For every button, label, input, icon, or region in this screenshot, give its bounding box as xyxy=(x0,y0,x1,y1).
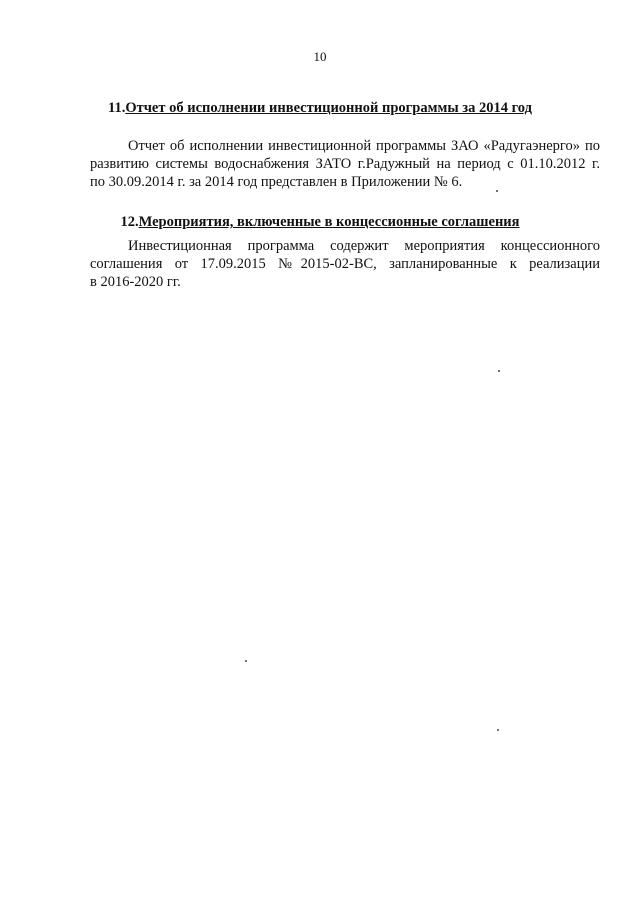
paragraph-line: соглашения от 17.09.2015 №2015-02-ВС, запланированные к реализации xyxy=(90,256,600,272)
scan-speck xyxy=(245,660,247,662)
section-11-heading xyxy=(0,100,640,117)
paragraph-line: Инвестиционная программа содержит мероприятия концессионного xyxy=(128,238,600,254)
paragraph-line: в 2016-2020 гг. xyxy=(90,274,181,290)
section-11-paragraph xyxy=(90,137,600,191)
section-12-number: 12. xyxy=(120,214,139,230)
page-number: 10 xyxy=(313,49,327,64)
paragraph-line: по 30.09.2014 г. за 2014 год представлен в Приложении № 6. xyxy=(90,174,463,190)
section-12-title: Мероприятия, включенные в концессионные соглашения xyxy=(138,214,520,230)
section-11-number: 11. xyxy=(108,100,126,116)
section-12-paragraph xyxy=(90,237,600,291)
scan-speck xyxy=(496,190,498,192)
scan-speck xyxy=(498,370,500,372)
paragraph-line: развитию системы водоснабжения ЗАТО г.Радужный на период с 01.10.2012 г. xyxy=(90,156,600,172)
section-12-heading xyxy=(0,214,640,231)
paragraph-line: Отчет об исполнении инвестиционной программы ЗАО «Радугаэнерго» по xyxy=(128,138,600,154)
section-11-title: Отчет об исполнении инвестиционной программы за 2014 год xyxy=(125,100,532,116)
scan-speck xyxy=(497,729,499,731)
